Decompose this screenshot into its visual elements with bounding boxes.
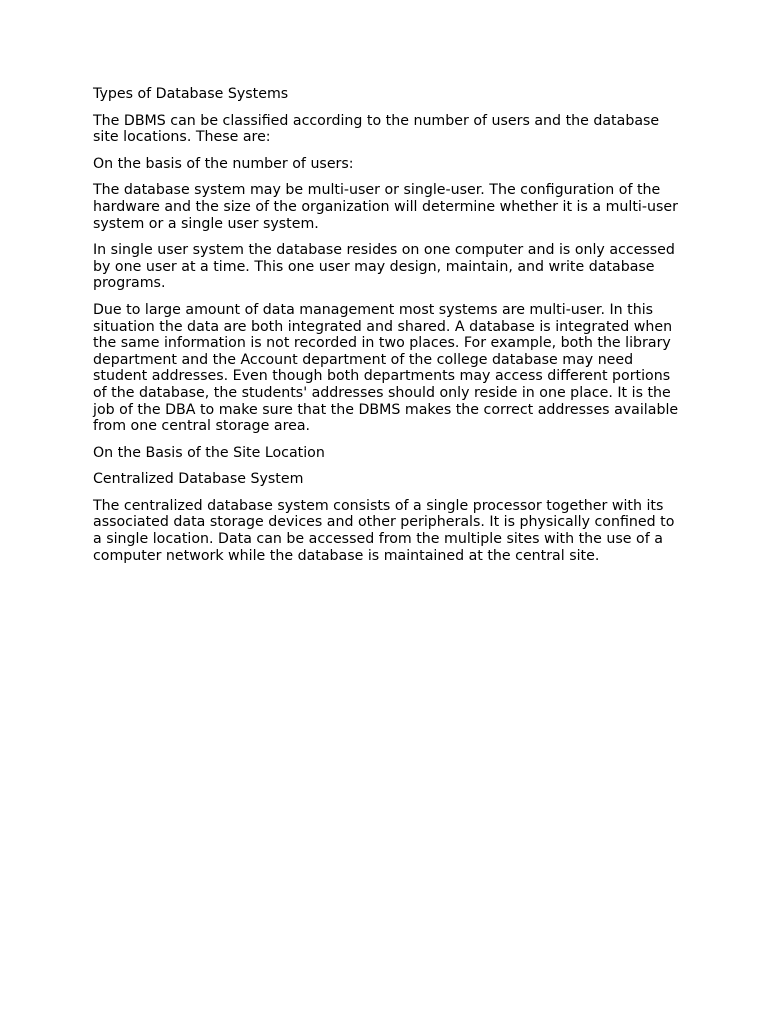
paragraph-multi-user-system: Due to large amount of data management most systems are multi-user. In this situation the data are both integrated and shared. A database is integrated when the same information is not recorded in two places. For example, both the library department and the Account department of the college database may need student addresses. Even though both departments may access different portions of the database, the students' addresses should only reside in one place. It is the job of the DBA to make sure that the DBMS makes the correct addresses available from one central storage area. bbox=[93, 301, 679, 435]
paragraph-multi-single-user: The database system may be multi-user or single-user. The configuration of the hardware and the size of the organization will determine whether it is a multi-user system or a single user system. bbox=[93, 182, 678, 232]
document-page bbox=[93, 86, 681, 574]
document-title: Types of Database Systems bbox=[93, 86, 289, 102]
section-heading-users: On the basis of the number of users: bbox=[93, 155, 354, 172]
intro-paragraph: The DBMS can be classified according to the number of users and the database site locations. These are: bbox=[93, 112, 660, 146]
paragraph-centralized-system: The centralized database system consists of a single processor together with its associated data storage devices and other peripherals. It is physically confined to a single location. Data can be accessed from the multiple sites with the use of a computer network while the database is maintained at the central site. bbox=[93, 497, 675, 564]
paragraph-single-user-system: In single user system the database resides on one computer and is only accessed by one user at a time. This one user may design, maintain, and write database programs. bbox=[93, 242, 675, 292]
subheading-centralized: Centralized Database System bbox=[93, 471, 304, 488]
section-heading-site-location: On the Basis of the Site Location bbox=[93, 444, 325, 461]
